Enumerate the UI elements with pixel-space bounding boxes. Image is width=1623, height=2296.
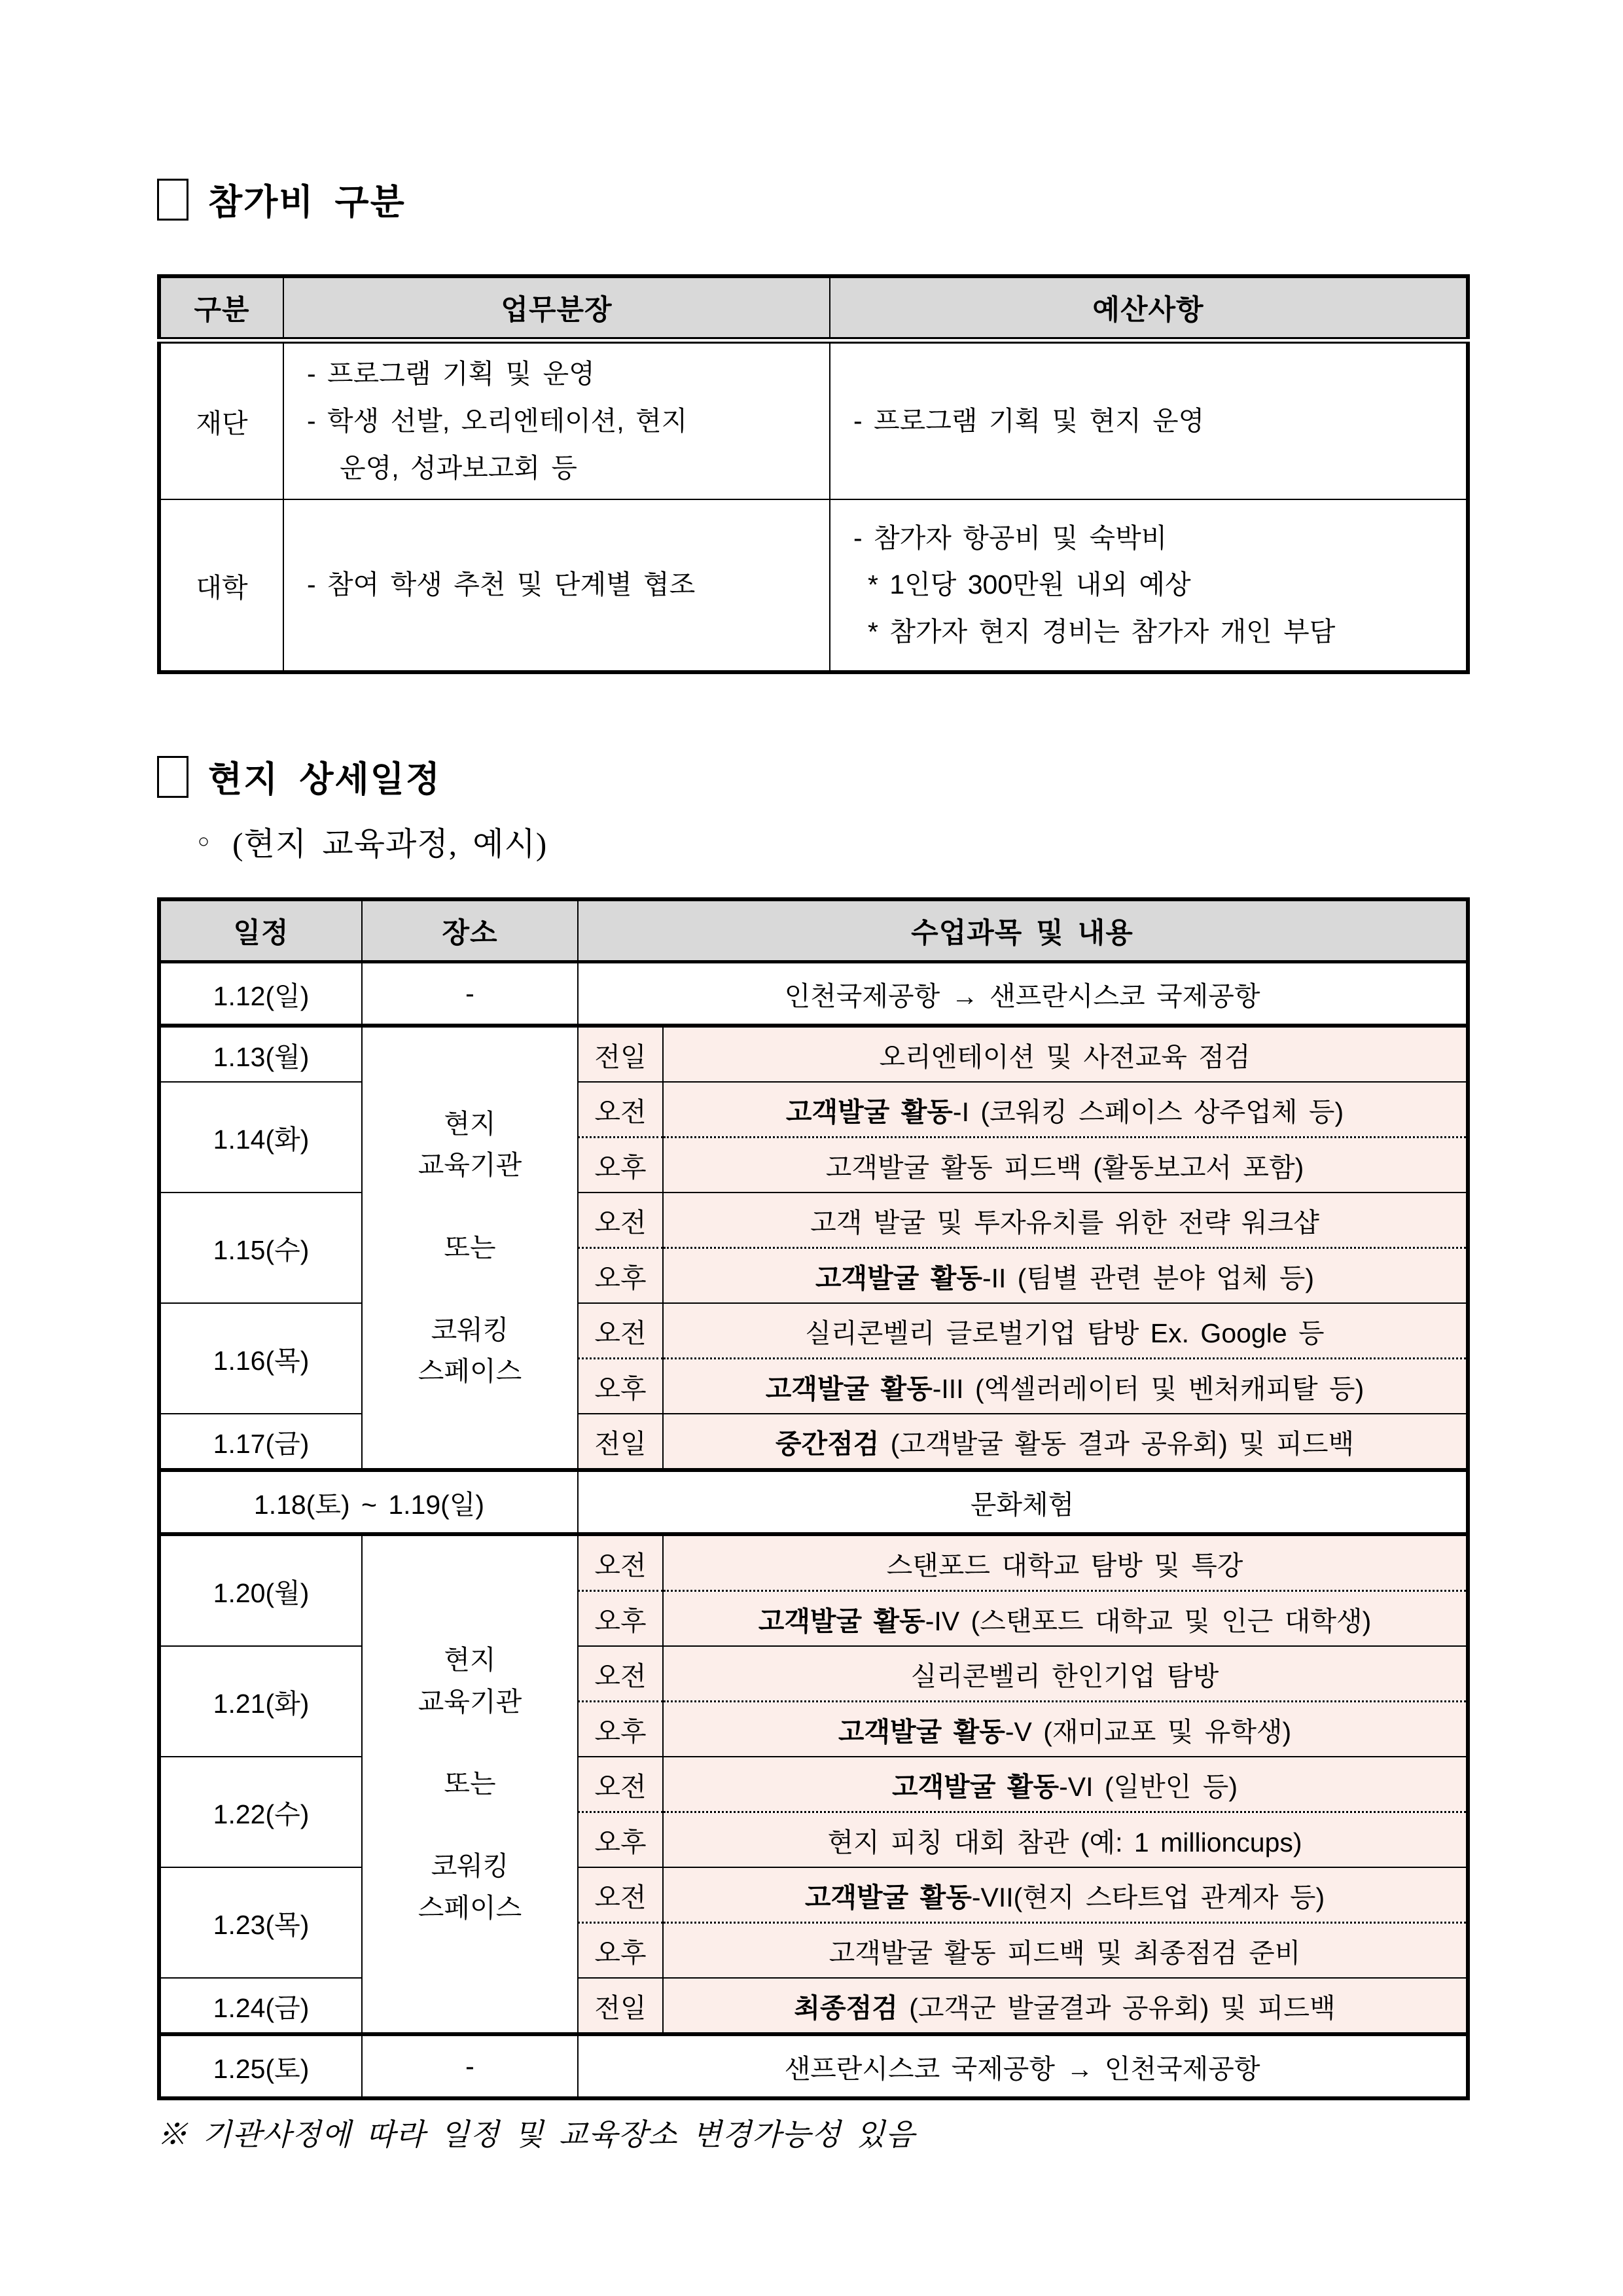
square-bullet-icon <box>157 756 188 798</box>
location-line: 코워킹 <box>431 1314 509 1345</box>
content-cell: 고객 발굴 및 투자유치를 위한 전략 워크샵 <box>663 1193 1468 1248</box>
date-cell: 1.22(수) <box>159 1757 362 1867</box>
date-cell: 1.13(월) <box>159 1026 362 1082</box>
time-cell: 전일 <box>578 1414 663 1470</box>
schedule-row-travel-out <box>159 962 1468 1026</box>
duty-line: - 참여 학생 추천 및 단계별 협조 <box>307 569 696 600</box>
fee-table <box>157 274 1470 674</box>
location-line: 교육기관 <box>418 1150 522 1181</box>
schedule-row <box>159 1978 1468 2034</box>
date-cell: 1.15(수) <box>159 1193 362 1303</box>
fee-category-cell: 재단 <box>159 340 283 499</box>
time-cell: 전일 <box>578 1026 663 1082</box>
date-cell: 1.23(목) <box>159 1867 362 1978</box>
content-cell: 고객발굴 활동-III (엑셀러레이터 및 벤처캐피탈 등) <box>663 1359 1468 1414</box>
budget-line: * 1인당 300만원 내외 예상 <box>868 569 1191 600</box>
content-cell: 고객발굴 활동-I (코워킹 스페이스 상주업체 등) <box>663 1082 1468 1138</box>
content-cell: 중간점검 (고객발굴 활동 결과 공유회) 및 피드백 <box>663 1414 1468 1470</box>
circle-bullet-icon: ○ <box>198 831 211 853</box>
fee-budget-cell <box>830 340 1468 499</box>
content-cell: 인천국제공항 → 샌프란시스코 국제공항 <box>578 962 1468 1026</box>
section-heading-schedule-label: 현지 상세일정 <box>208 760 441 800</box>
duty-line: - 학생 선발, 오리엔테이션, 현지 <box>307 405 688 436</box>
location-line: 현지 <box>444 1108 496 1139</box>
time-cell: 오후 <box>578 1138 663 1193</box>
schedule-row-travel-return <box>159 2034 1468 2098</box>
fee-header-budget: 예산사항 <box>830 276 1468 340</box>
section-heading-schedule <box>157 751 1466 802</box>
section-heading-fee-label: 참가비 구분 <box>208 183 406 222</box>
fee-header-duties: 업무분장 <box>283 276 830 340</box>
time-cell: 오전 <box>578 1082 663 1138</box>
date-cell: 1.16(목) <box>159 1303 362 1414</box>
content-cell: 실리콘벨리 글로벌기업 탐방 Ex. Google 등 <box>663 1303 1468 1359</box>
fee-header-row <box>159 276 1468 340</box>
schedule-row <box>159 1082 1468 1138</box>
fee-budget-cell <box>830 499 1468 672</box>
time-cell: 오후 <box>578 1812 663 1868</box>
schedule-row <box>159 1646 1468 1702</box>
section-heading-fee <box>157 174 1466 224</box>
schedule-row-culture <box>159 1470 1468 1534</box>
schedule-row <box>159 1534 1468 1591</box>
location-merged-cell <box>362 1026 578 1470</box>
schedule-row <box>159 1303 1468 1359</box>
time-cell: 오전 <box>578 1193 663 1248</box>
date-cell: 1.25(토) <box>159 2034 362 2098</box>
time-cell: 오전 <box>578 1646 663 1702</box>
location-line: 현지 <box>444 1645 496 1676</box>
location-line: 스페이스 <box>418 1356 522 1387</box>
content-cell: 스탠포드 대학교 탐방 및 특강 <box>663 1534 1468 1591</box>
content-cell: 오리엔테이션 및 사전교육 점검 <box>663 1026 1468 1082</box>
schedule-header-date: 일정 <box>159 899 362 962</box>
time-cell: 오전 <box>578 1534 663 1591</box>
budget-line: - 참가자 항공비 및 숙박비 <box>853 522 1168 553</box>
time-cell: 오후 <box>578 1702 663 1757</box>
date-cell: 1.20(월) <box>159 1534 362 1646</box>
duty-line: 운영, 성과보고회 등 <box>340 452 578 483</box>
square-bullet-icon <box>157 179 188 221</box>
location-line: 또는 <box>444 1232 496 1263</box>
location-merged-cell <box>362 1534 578 2034</box>
location-line: 또는 <box>444 1768 496 1799</box>
location-line: 코워킹 <box>431 1851 509 1882</box>
location-cell: - <box>362 962 578 1026</box>
footnote: ※ 기관사정에 따라 일정 및 교육장소 변경가능성 있음 <box>157 2118 916 2152</box>
date-cell: 1.18(토) ~ 1.19(일) <box>159 1470 578 1534</box>
content-cell: 문화체험 <box>578 1470 1468 1534</box>
time-cell: 오후 <box>578 1248 663 1304</box>
date-cell: 1.21(화) <box>159 1646 362 1757</box>
subheading-curriculum <box>198 819 1466 865</box>
budget-line: * 참가자 현지 경비는 참가자 개인 부담 <box>868 617 1336 647</box>
date-cell: 1.14(화) <box>159 1082 362 1193</box>
content-cell: 고객발굴 활동-IV (스탠포드 대학교 및 인근 대학생) <box>663 1591 1468 1647</box>
budget-line: - 프로그램 기획 및 현지 운영 <box>853 405 1205 436</box>
content-cell: 고객발굴 활동-VI (일반인 등) <box>663 1757 1468 1812</box>
schedule-row <box>159 1193 1468 1248</box>
fee-row-university <box>159 499 1468 672</box>
content-cell: 고객발굴 활동-VII(현지 스타트업 관계자 등) <box>663 1867 1468 1923</box>
date-cell: 1.24(금) <box>159 1978 362 2034</box>
time-cell: 오전 <box>578 1303 663 1359</box>
location-line: 교육기관 <box>418 1686 522 1717</box>
date-cell: 1.17(금) <box>159 1414 362 1470</box>
schedule-header-location: 장소 <box>362 899 578 962</box>
content-cell: 고객발굴 활동-V (재미교포 및 유학생) <box>663 1702 1468 1757</box>
schedule-row <box>159 1414 1468 1470</box>
schedule-row <box>159 1867 1468 1923</box>
fee-duties-cell <box>283 499 830 672</box>
content-cell: 실리콘벨리 한인기업 탐방 <box>663 1646 1468 1702</box>
fee-duties-cell <box>283 340 830 499</box>
content-cell: 고객발굴 활동 피드백 및 최종점검 준비 <box>663 1923 1468 1979</box>
time-cell: 오후 <box>578 1923 663 1979</box>
location-cell: - <box>362 2034 578 2098</box>
fee-header-category: 구분 <box>159 276 283 340</box>
time-cell: 전일 <box>578 1978 663 2034</box>
schedule-table <box>157 897 1470 2100</box>
date-cell: 1.12(일) <box>159 962 362 1026</box>
time-cell: 오전 <box>578 1757 663 1812</box>
fee-row-foundation <box>159 340 1468 499</box>
content-cell: 최종점검 (고객군 발굴결과 공유회) 및 피드백 <box>663 1978 1468 2034</box>
schedule-header-row <box>159 899 1468 962</box>
content-cell: 고객발굴 활동-II (팀별 관련 분야 업체 등) <box>663 1248 1468 1304</box>
schedule-header-subject: 수업과목 및 내용 <box>578 899 1468 962</box>
content-cell: 고객발굴 활동 피드백 (활동보고서 포함) <box>663 1138 1468 1193</box>
fee-category-cell: 대학 <box>159 499 283 672</box>
content-cell: 샌프란시스코 국제공항 → 인천국제공항 <box>578 2034 1468 2098</box>
schedule-row <box>159 1757 1468 1812</box>
location-line: 스페이스 <box>418 1892 522 1923</box>
subheading-label: (현지 교육과정, 예시) <box>232 826 548 863</box>
time-cell: 오후 <box>578 1591 663 1647</box>
content-cell: 현지 피칭 대회 참관 (예: 1 millioncups) <box>663 1812 1468 1868</box>
duty-line: - 프로그램 기획 및 운영 <box>307 359 595 389</box>
time-cell: 오후 <box>578 1359 663 1414</box>
time-cell: 오전 <box>578 1867 663 1923</box>
schedule-row <box>159 1026 1468 1082</box>
